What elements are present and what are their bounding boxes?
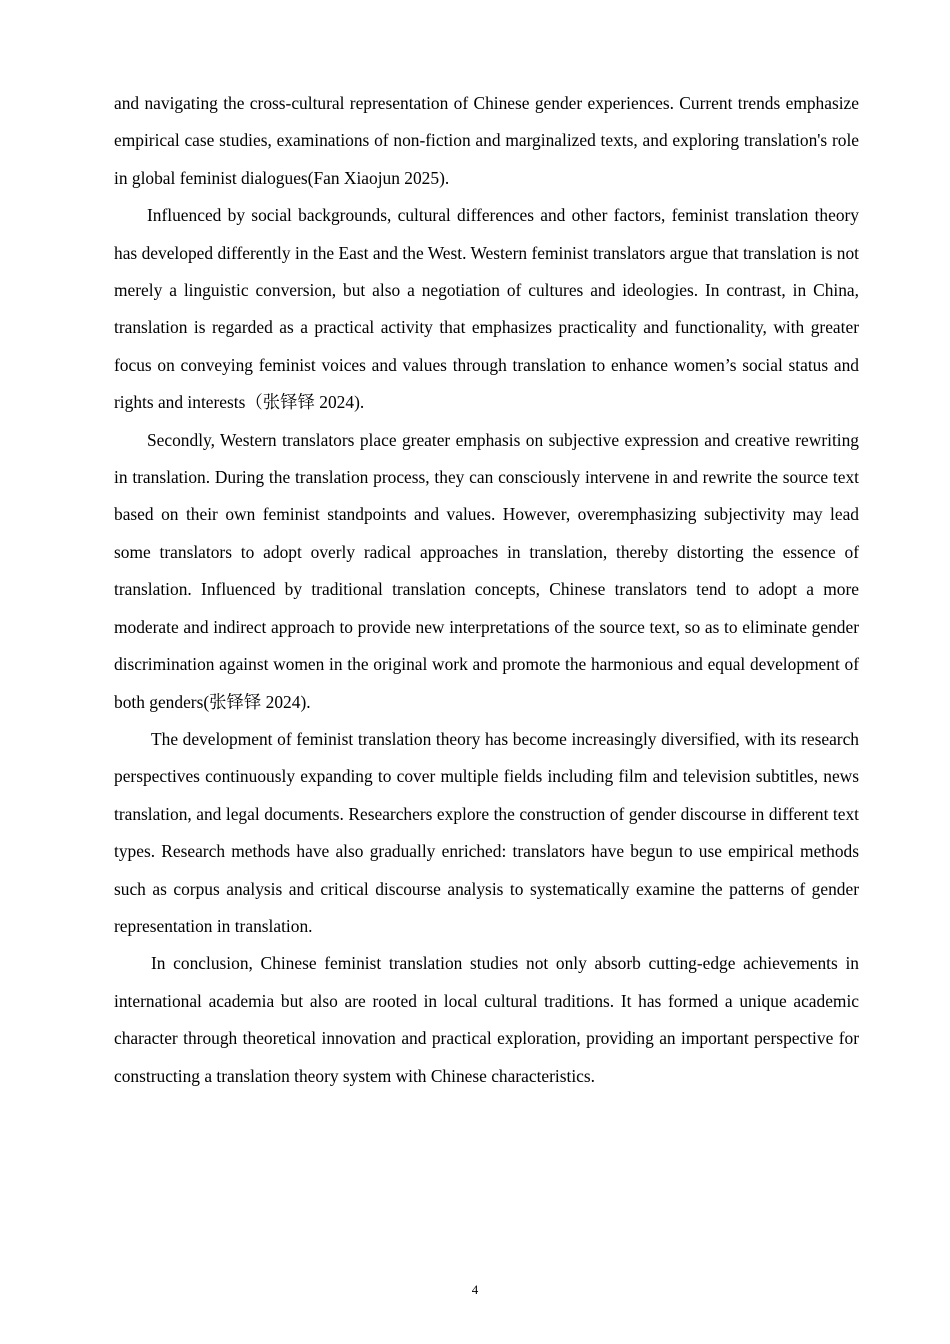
- paragraph-subjective-expression: Secondly, Western translators place greater emphasis on subjective expression and creative rewriting in translation. During the translation process, they can consciously intervene in and rewrite the source text based on their own feminist standpoints and values. However, overemphasizing subjectivity may lead some translators to adopt overly radical approaches in translation, thereby distorting the essence of translation. Influenced by traditional translation concepts, Chinese translators tend to adopt a more moderate and indirect approach to provide new interpretations of the source text, so as to eliminate gender discrimination against women in the original work and promote the harmonious and equal development of both genders(张铎铎 2024).: [114, 429, 859, 712]
- paragraph-continuation: and navigating the cross-cultural representation of Chinese gender experiences. Current trends emphasize empirical case studies, examinations of non-fiction and marginalized texts, and exploring translation's role in global feminist dialogues(Fan Xiaojun 2025).: [114, 93, 859, 188]
- paragraph-east-west-differences: Influenced by social backgrounds, cultural differences and other factors, feminist translation theory has developed differently in the East and the West. Western feminist translators argue that translation is not merely a linguistic conversion, but also a negotiation of cultures and ideologies. In contrast, in China, translation is regarded as a practical activity that emphasizes practicality and functionality, with greater focus on conveying feminist voices and values through translation to enhance women’s social status and rights and interests（张铎铎 2024).: [114, 205, 859, 413]
- page-number: 4: [471, 1282, 479, 1297]
- paragraph-conclusion: In conclusion, Chinese feminist translation studies not only absorb cutting-edge achievements in international academia but also are rooted in local cultural traditions. It has formed a unique academic character through theoretical innovation and practical exploration, providing an important perspective for constructing a translation theory system with Chinese characteristics.: [114, 953, 859, 1086]
- body-text: [114, 85, 859, 1095]
- paragraph-diversified-development: The development of feminist translation theory has become increasingly diversified, with its research perspectives continuously expanding to cover multiple fields including film and television subtitles, news translation, and legal documents. Researchers explore the construction of gender discourse in different text types. Research methods have also gradually enriched: translators have begun to use empirical methods such as corpus analysis and critical discourse analysis to systematically examine the patterns of gender representation in translation.: [114, 728, 859, 936]
